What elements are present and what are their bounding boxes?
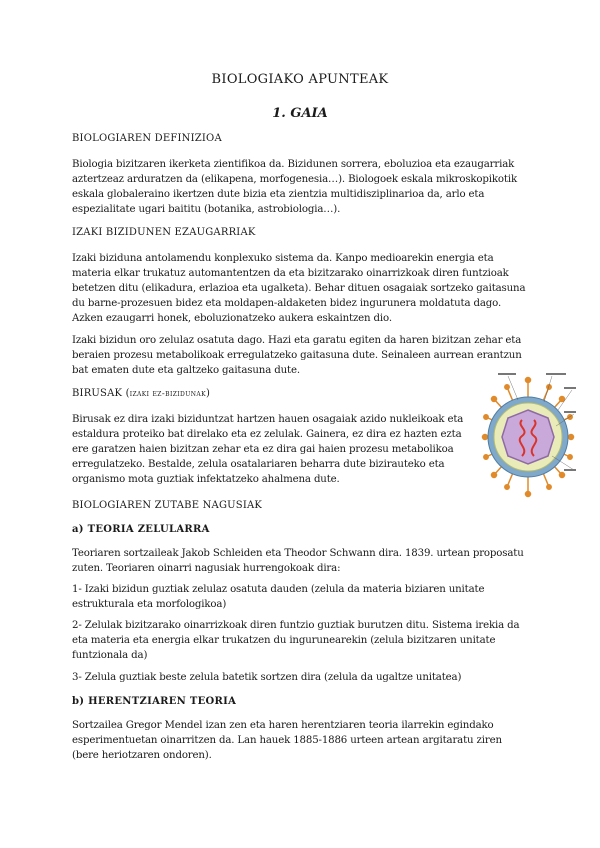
cell-theory-point-2: 2- Zelulak bizitzarako oinarrizkoak diren funtzio guztiak burutzen ditu. Sistema irekia da eta materia eta energia elkar trukatzen du ingurunearekin (zelula bizitzaren unitate funtzionala da) bbox=[72, 620, 520, 661]
features-paragraph-1: Izaki biziduna antolamendu konplexuko sistema da. Kanpo medioarekin energia eta materia elkar trukatuz automantentzen da eta bizitzarako oinarrizkoak diren funtzioak betetzen ditu (elikadura, erlazioa eta ugalketa). Behar dituen osagaiak sortzeko gaitasuna du barne-prozesuen bidez eta moldapen-aldaketen bidez ingurunera moldatuta dago. Azken ezaugarri honek, eboluzionatzeko aukera eskaintzen dio. bbox=[72, 253, 526, 324]
features-paragraph-2: Izaki bizidun oro zelulaz osatuta dago. Hazi eta garatu egiten da haren bizitzan zehar eta beraien prozesu metabolikoak erregulatzeko gaitasuna dute. Seinaleen aurrean erantzun bat ematen dute eta galtzeko gaitasuna dute. bbox=[72, 335, 522, 376]
virus-heading: BIRUSAK (izaki ez-bizidunak) bbox=[72, 388, 211, 399]
virus-diagram-illustration bbox=[478, 370, 578, 505]
cell-theory-point-1: 1- Izaki bizidun guztiak zelulaz osatuta dauden (zelula da materia biziaren unitate estrukturala eta morfologikoa) bbox=[72, 584, 485, 610]
heredity-heading: b) HERENTZIAREN TEORIA bbox=[72, 696, 237, 707]
document-title: BIOLOGIAKO APUNTEAK bbox=[211, 72, 389, 87]
definition-paragraph: Biologia bizitzaren ikerketa zientifikoa da. Bizidunen sorrera, eboluzioa eta ezaugarriak aztertzeaz arduratzen da (elikapena, morfogenesia…). Biologoek eskala mikroskopikotik eskala globaleraino ikertzen dute bizia eta zientzia multidisziplinarioa da, arlo eta espezialitate ugari baititu (botanika, astrobiologia…). bbox=[72, 159, 517, 215]
pillars-heading: BIOLOGIAREN ZUTABE NAGUSIAK bbox=[72, 500, 263, 511]
document-subtitle: 1. GAIA bbox=[272, 106, 328, 121]
cell-theory-intro: Teoriaren sortzaileak Jakob Schleiden eta Theodor Schwann dira. 1839. urtean proposatu zuten. Teoriaren oinarri nagusiak hurrengokoak dira: bbox=[72, 548, 524, 574]
heredity-paragraph: Sortzailea Gregor Mendel izan zen eta haren herentziaren teoria ilarrekin egindako esperimentuetan oinarritzen da. Lan hauek 1885-1886 urteen artean argitaratu ziren (bere heriotzaren ondoren). bbox=[72, 720, 502, 761]
virus-heading-note: izaki ez-bizidunak bbox=[129, 389, 206, 399]
virus-paragraph: Birusak ez dira izaki biziduntzat hartzen hauen osagaiak azido nukleikoak eta estaldura proteiko bat direlako eta ez zelulak. Gainera, ez dira ez hazten ezta ere garatzen haien bizitzan zehar eta ez dira gai haien prozesu metabolikoa erregulatzeko. Bestalde, zelula osatalariaren beharra dute bizirauteko eta organismo mota guztiak infektatzeko ahalmena dute. bbox=[72, 414, 464, 485]
definition-heading: BIOLOGIAREN DEFINIZIOA bbox=[72, 133, 222, 144]
cell-theory-point-3: 3- Zelula guztiak beste zelula batetik sortzen dira (zelula da ugaltze unitatea) bbox=[72, 672, 462, 683]
cell-theory-heading: a) TEORIA ZELULARRA bbox=[72, 524, 210, 535]
features-heading: IZAKI BIZIDUNEN EZAUGARRIAK bbox=[72, 227, 256, 238]
